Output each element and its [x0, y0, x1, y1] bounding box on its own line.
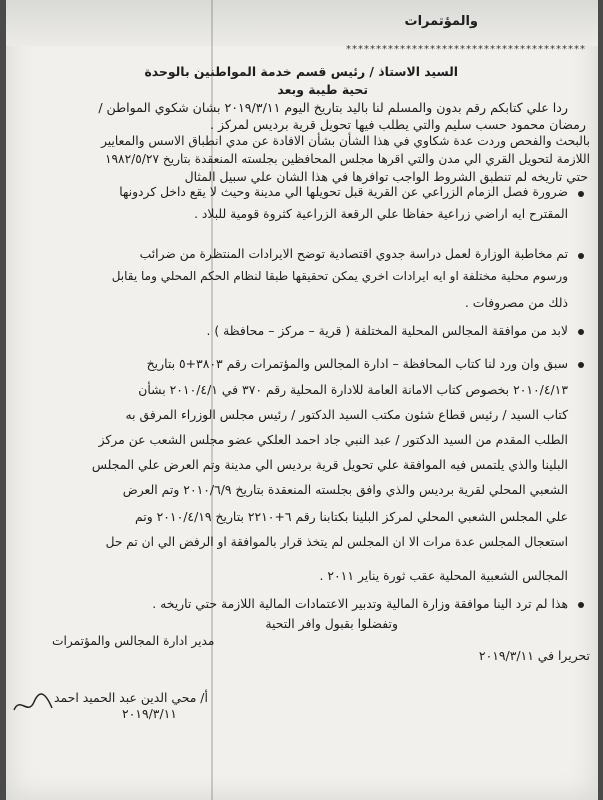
bullet-dot-4 — [578, 362, 584, 368]
bullet-4-line-9: المجالس الشعبية المحلية عقب ثورة يناير ٢٠١١ . — [319, 568, 568, 583]
bullet-4-line-6: الشعبي المحلي لقرية برديس والذي وافق بجلسته المنعقدة بتاريخ ٢٠١٠/٦/٩ وتم العرض — [122, 482, 568, 497]
bullet-1-line-1: ضرورة فصل الزمام الزراعي عن القرية قبل تحويلها الي مدينة وحيث لا يقع داخل كردونها — [119, 185, 568, 199]
bullet-1-line-2: المقترح ايه اراضي زراعية حفاظا علي الرقعة الزراعية كثروة قومية للبلاد . — [194, 207, 568, 221]
greeting: تحية طيبة وبعد — [277, 82, 368, 97]
bullet-4-line-5: البلينا والذي يلتمس فيه الموافقة علي تحويل قرية برديس الي مدينة وتم العرض علي المجلس — [91, 457, 568, 472]
bullet-4-line-2: ٢٠١٠/٤/١٣ بخصوص كتاب الامانة العامة للادارة المحلية رقم ٣٧٠ في ٢٠١٠/٤/١ بشأن — [138, 382, 568, 397]
addressee: السيد الاستاذ / رئيس قسم خدمة المواطنين بالوحدة — [144, 64, 458, 79]
stars-divider: **************************************** — [346, 44, 586, 55]
department-header: والمؤتمرات — [404, 14, 478, 29]
body-line-4: اللازمة لتحويل القري الي مدن والتي اقرها مجلس المحافظين بجلسته المنعقدة بتاريخ ١٩٨٢/٥/٢٧ — [104, 152, 590, 166]
closing: وتفضلوا بقبول وافر التحية — [265, 616, 398, 631]
bullet-3-line-1: لابد من موافقة المجالس المحلية المختلفة ( قرية – مركز – محافظة ) . — [206, 323, 568, 338]
bullet-4-line-3: كتاب السيد / رئيس قطاع شئون مكتب السيد الدكتور / رئيس مجلس الوزراء المرفق به — [125, 407, 568, 422]
body-line-5: حتي تاريخه لم تنطبق الشروط الواجب توافرها في هذا الشان علي سبيل المثال — [184, 169, 588, 184]
body-line-1: ردا علي كتابكم رقم بدون والمسلم لنا باليد بتاريخ اليوم ٢٠١٩/٣/١١ بشان شكوي المواطن / — [98, 100, 568, 115]
body-line-3: بالبحث والفحص وردت عدة شكاوي في هذا الشأن بشأن الافادة عن مدي انطباق الاسس والمعايير — [101, 134, 590, 148]
bullet-dot-1 — [578, 191, 584, 197]
signatory-name: أ/ محي الدين عبد الحميد احمد — [54, 690, 208, 705]
body-line-2: رمضان محمود حسب سليم والتي يطلب فيها تحويل قرية برديس لمركز . — [209, 117, 586, 132]
bullet-dot-5 — [578, 602, 584, 608]
signature-mark — [8, 690, 56, 718]
bullet-4-line-8: استعجال المجلس عدة مرات الا ان المجلس لم يتخذ قرار بالموافقة او الرفض الي ان تم حل — [105, 535, 568, 549]
bullet-2-line-1: تم مخاطبة الوزارة لعمل دراسة جدوي اقتصادية توضح الايرادات المنتظرة من ضرائب — [139, 247, 568, 261]
bullet-5-line-1: هذا لم ترد الينا موافقة وزارة المالية وتدبير الاعتمادات المالية اللازمة حتي تاريخه . — [152, 596, 568, 611]
letter-date: تحريرا في ٢٠١٩/٣/١١ — [478, 648, 590, 663]
bullet-4-line-1: سبق وان ورد لنا كتاب المحافظة – ادارة المجالس والمؤتمرات رقم ٣٨٠٣+٥ بتاريخ — [146, 356, 568, 371]
bullet-dot-2 — [578, 253, 584, 259]
signatory-title: مدير ادارة المجالس والمؤتمرات — [52, 634, 215, 648]
bullet-4-line-7: علي المجلس الشعبي المحلي لمركز البلينا بكتابنا رقم ٦+٢٢١٠ بتاريخ ٢٠١٠/٤/١٩ وتم — [135, 509, 568, 524]
signature-date: ٢٠١٩/٣/١١ — [122, 706, 177, 721]
bullet-2-line-2: ورسوم محلية مختلفة او ايه ايرادات اخري يمكن تحقيقها طبقا لنظام الحكم المحلي وما يقابل — [111, 269, 568, 283]
bullet-4-line-4: الطلب المقدم من السيد الدكتور / عبد النبي جاد احمد العلكي عضو مجلس الشعب عن مركز — [98, 432, 568, 447]
top-strip — [6, 0, 598, 46]
bullet-2-line-3: ذلك من مصروفات . — [464, 295, 568, 310]
letter-page — [6, 0, 598, 800]
bullet-dot-3 — [578, 329, 584, 335]
